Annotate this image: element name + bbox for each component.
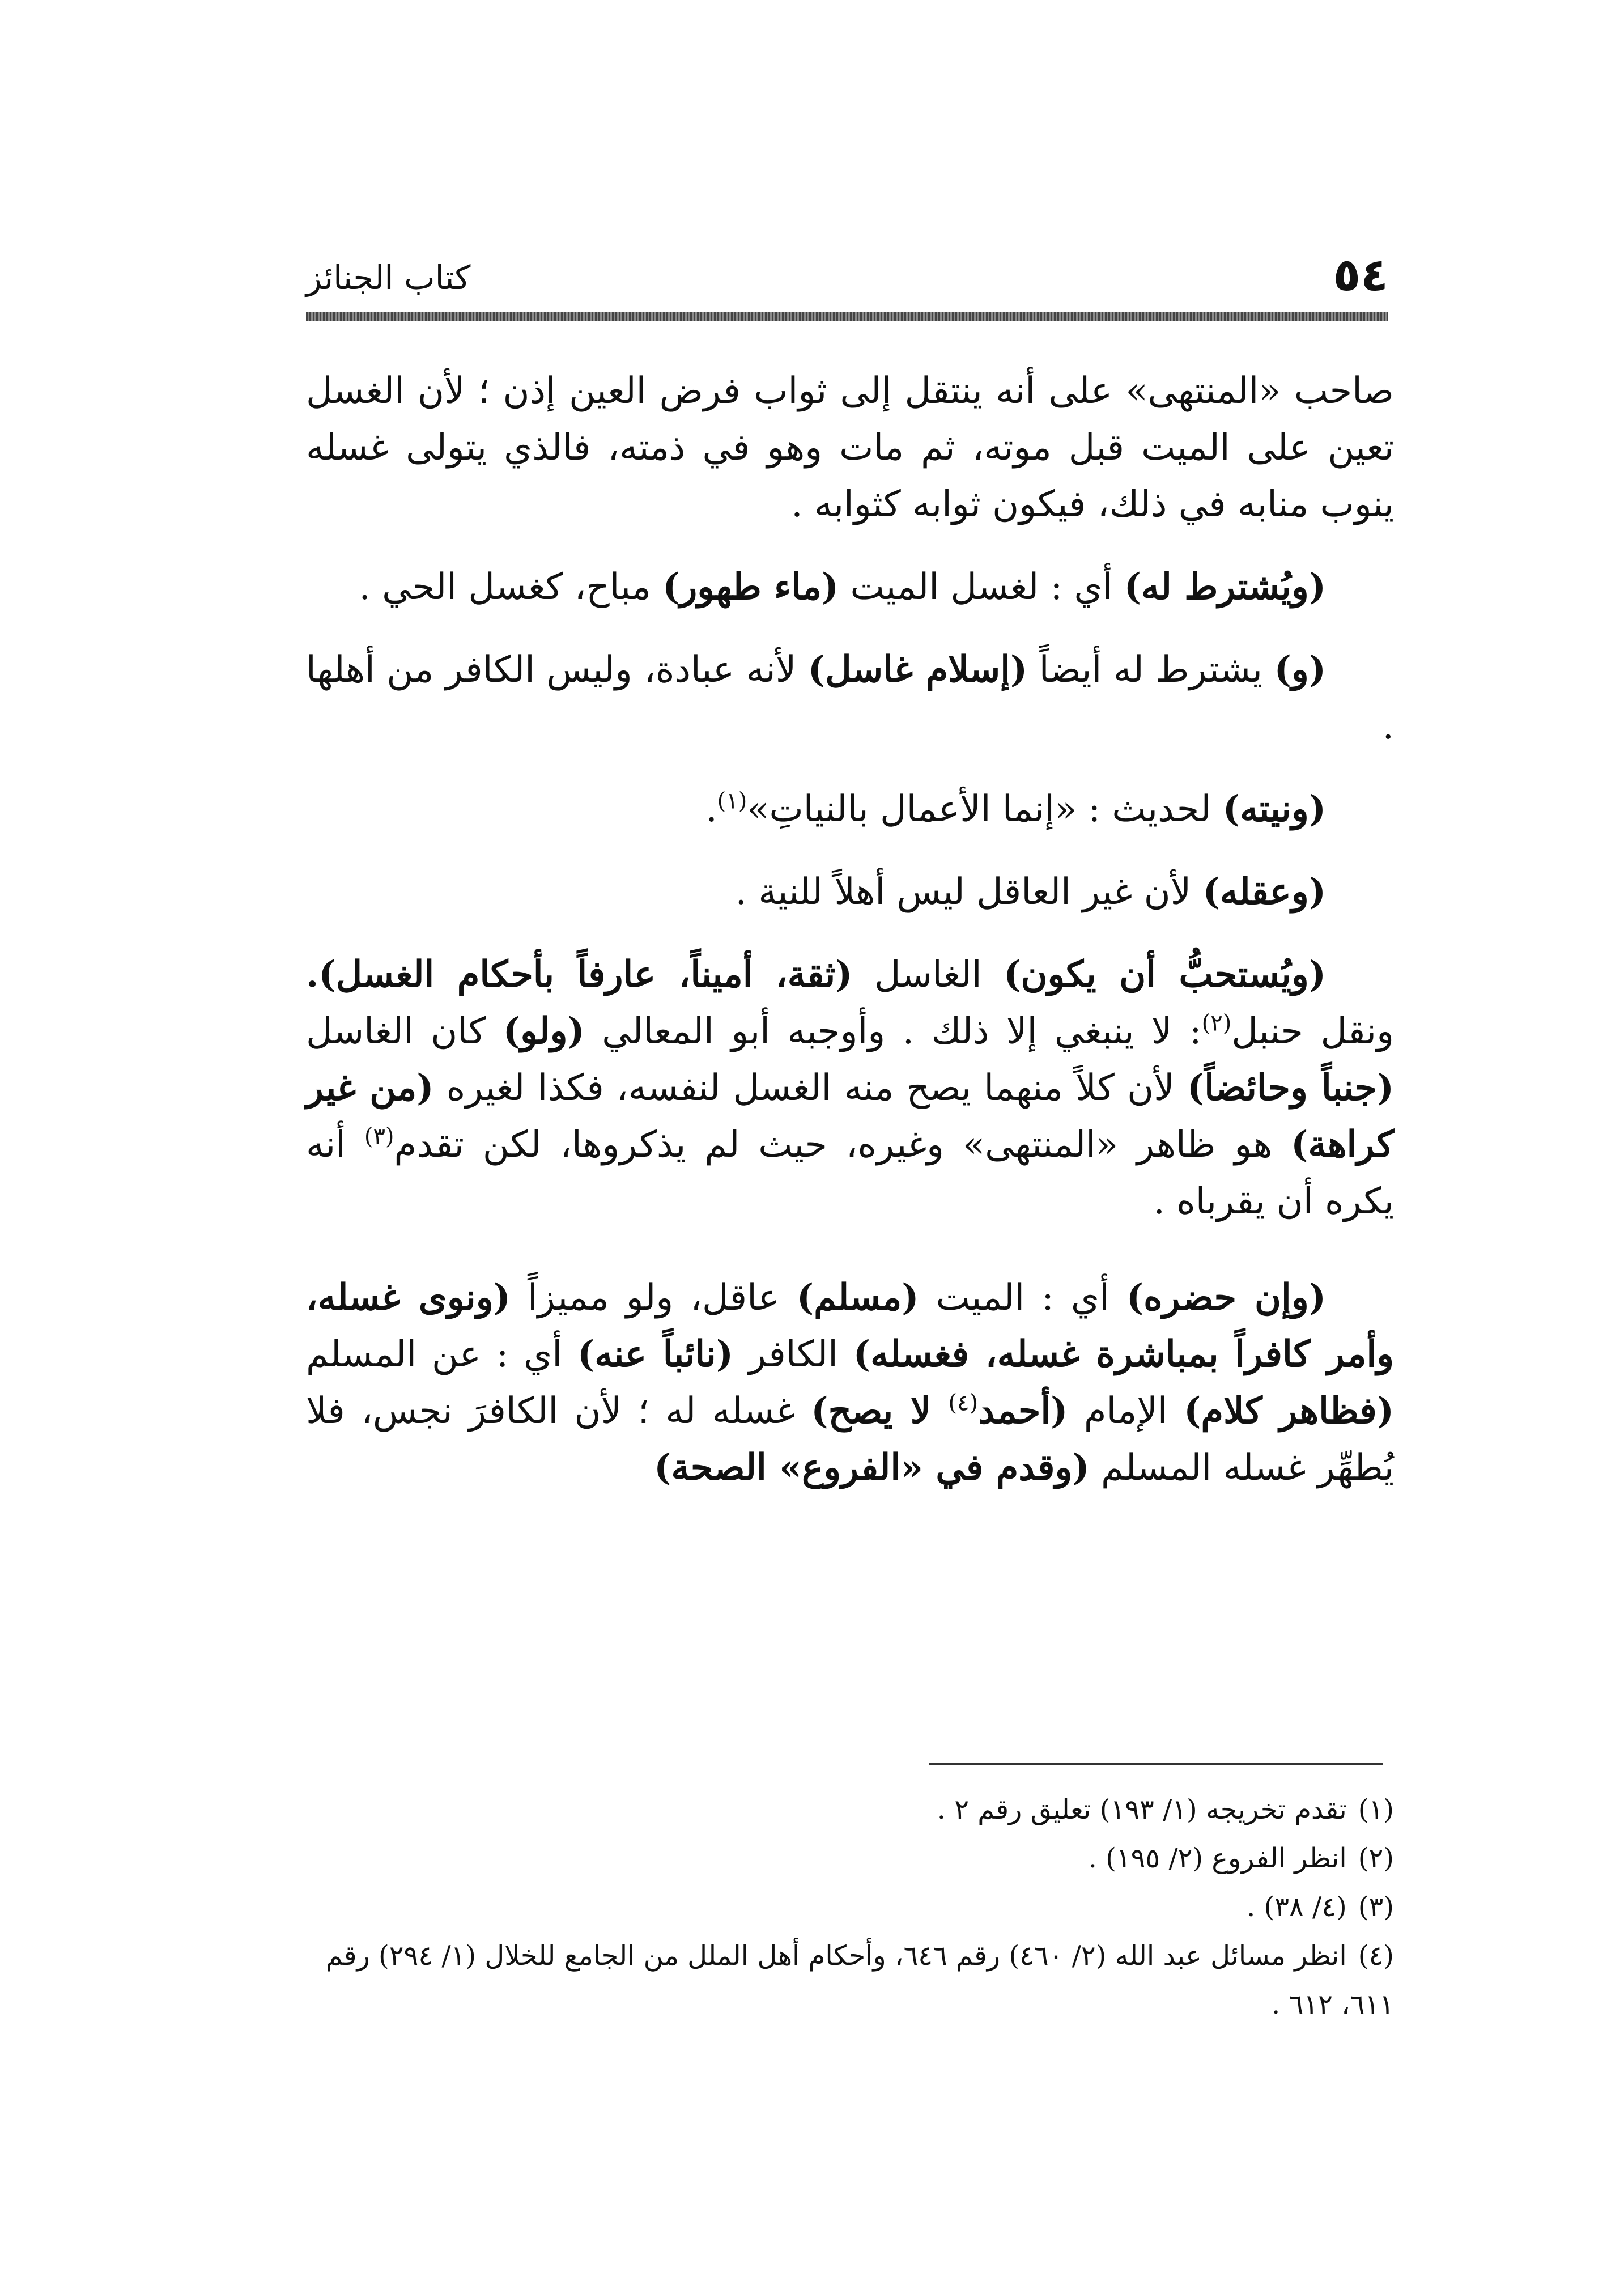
page-header — [306, 244, 1388, 323]
matn-text: (إسلام غاسل) — [807, 648, 1028, 691]
footnote-marker: (١) — [717, 788, 747, 814]
matn-text: (جنباً وحائضاً) — [1187, 1067, 1394, 1109]
matn-text: (ونوى غسله، وأمر كافراً بمباشرة غسله، فغسله) — [306, 1276, 1395, 1375]
matn-text: (وقدم في «الفروع» الصحة) — [654, 1446, 1090, 1489]
footnotes — [306, 1785, 1394, 2029]
sharh-text: . — [705, 788, 717, 830]
paragraph-3 — [306, 642, 1394, 755]
sharh-text: هو ظاهر «المنتهى» وغيره، حيث لم يذكروها، لكن تقدم — [394, 1124, 1291, 1166]
sharh-text: يشترط له أيضاً — [1027, 649, 1274, 691]
footnote-marker: (٢) — [1201, 1010, 1232, 1037]
paragraph-4 — [306, 781, 1394, 838]
sharh-text: أي : لغسل الميت — [839, 566, 1124, 608]
matn-text: (مسلم) — [796, 1276, 919, 1319]
footnote-separator — [929, 1763, 1383, 1765]
matn-text: (ثقة، أميناً، عارفاً بأحكام الغسل). — [306, 953, 853, 996]
sharh-text: لأنه عبادة، وليس الكافر من أهلها . — [306, 649, 1394, 748]
matn-text: (نائباً عنه) — [577, 1333, 734, 1375]
running-title: كتاب الجنائز — [306, 258, 471, 297]
matn-text: (فظاهر كلام) — [1184, 1390, 1395, 1432]
sharh-text: لأن غير العاقل ليس أهلاً للنية . — [735, 871, 1203, 913]
footnote-number: (٤) — [1358, 1940, 1394, 1972]
main-text — [306, 363, 1394, 1522]
paragraph-6 — [306, 946, 1394, 1230]
sharh-text: الكافر — [733, 1334, 853, 1375]
footnote-2 — [306, 1834, 1394, 1883]
footnote-text: انظر مسائل عبد الله (٢/ ٤٦٠) رقم ٦٤٦، وأحكام أهل الملل من الجامع للخلال (١/ ٢٩٤) رقم ٦١١، ٦١٢ . — [325, 1940, 1394, 2020]
sharh-text: الغاسل — [852, 954, 1004, 996]
footnote-number: (٣) — [1358, 1891, 1394, 1923]
sharh-text: أي : عن المسلم — [306, 1334, 577, 1375]
sharh-text: كان الغاسل — [306, 1010, 503, 1052]
sharh-text: الإمام — [1068, 1390, 1184, 1432]
sharh-text: أي : الميت — [919, 1277, 1126, 1319]
sharh-text: مباح، كغسل الحي . — [359, 566, 663, 608]
matn-text: (ونيته) — [1222, 788, 1326, 830]
footnote-3 — [306, 1883, 1394, 1931]
footnote-number: (١) — [1358, 1794, 1394, 1825]
sharh-text: أنه يكره أن يقرباه . — [306, 1124, 1394, 1222]
matn-text: (ماء طهور) — [662, 566, 839, 608]
sharh-text: ونقل حنبل — [1231, 1010, 1395, 1052]
paragraph-2 — [306, 559, 1394, 615]
paragraph-5 — [306, 864, 1394, 920]
footnote-marker: (٤) — [948, 1390, 979, 1416]
sharh-text: لأن كلاً منهما يصح منه الغسل لنفسه، فكذا لغيره — [433, 1067, 1187, 1109]
footnote-text: تقدم تخريجه (١/ ١٩٣) تعليق رقم ٢ . — [937, 1794, 1347, 1825]
sharh-text: لحديث : «إنما الأعمال بالنياتِ» — [747, 788, 1223, 830]
sharh-text: : لا ينبغي إلا ذلك . وأوجبه أبو المعالي — [584, 1010, 1202, 1052]
matn-text: (ولو) — [503, 1010, 585, 1052]
matn-text: (من غير كراهة) — [306, 1067, 1395, 1166]
footnote-4 — [306, 1931, 1394, 2029]
matn-text: (وعقله) — [1202, 871, 1326, 913]
matn-text: (ويُستحبُّ أن يكون) — [1004, 953, 1326, 996]
matn-text: (و) — [1274, 648, 1327, 691]
sharh-text: غسله له ؛ لأن الكافرَ نجس، فلا يُطهِّر غسله المسلم — [306, 1390, 1394, 1489]
matn-text: لا يصح) — [811, 1390, 949, 1432]
matn-text: (أحمد — [978, 1390, 1068, 1432]
footnote-number: (٢) — [1358, 1842, 1394, 1874]
page-number: ٥٤ — [1333, 248, 1388, 301]
footnote-1 — [306, 1785, 1394, 1834]
matn-text: (ويُشترط له) — [1124, 566, 1326, 608]
header-rule — [306, 312, 1388, 321]
footnote-marker: (٣) — [364, 1123, 394, 1150]
matn-text: (وإن حضره) — [1126, 1276, 1326, 1319]
footnote-text: انظر الفروع (٢/ ١٩٥) . — [1088, 1842, 1347, 1874]
paragraph-7 — [306, 1269, 1394, 1496]
sharh-text: عاقل، ولو مميزاً — [510, 1277, 797, 1319]
footnote-text: (٤/ ٣٨) . — [1246, 1891, 1347, 1923]
paragraph-1: صاحب «المنتهى» على أنه ينتقل إلى ثواب فرض العين إذن ؛ لأن الغسل تعين على الميت قبل موته، ثم مات وهو في ذمته، فالذي يتولى غسله ينوب منابه في ذلك، فيكون ثوابه كثوابه . — [306, 370, 1394, 525]
